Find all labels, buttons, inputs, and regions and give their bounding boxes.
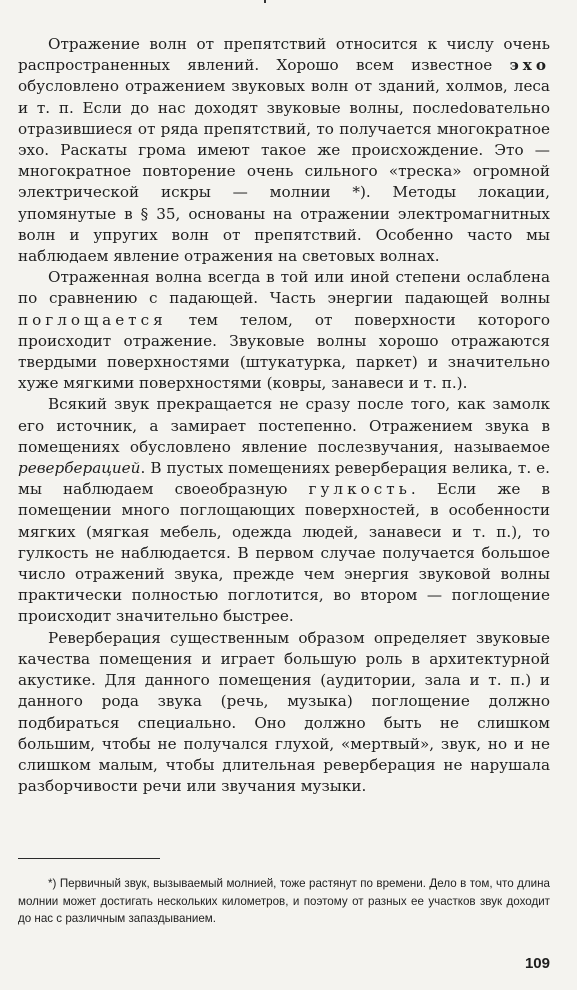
text-run: . Если же в помещении много поглощающих поверхностей, в особенности мягких (мягкая мебель, одежда людей, занавеси и т. п.), то гулкость не наблюдается. В первом случае получается большое число отражений звука, прежде чем энергия звуковой волны практически полностью поглотится, во втором — поглощение происходит значительно быстрее. bbox=[18, 480, 550, 626]
text-run: Всякий звук прекращается не сразу после того, как замолк его источник, а замирает постепенно. Отражением звука в помещениях обусловлено явление послезвучания, называемое bbox=[18, 395, 550, 456]
paragraph bbox=[18, 267, 550, 394]
spaced-term: гулкость bbox=[308, 480, 411, 499]
footnote-text: *) Первичный звук, вызываемый молнией, тоже растянут по времени. Дело в том, что длина молнии может достигать нескольких километров, и поэтому от разных ее участков звук доходит до нас с различным запаздыванием. bbox=[18, 877, 550, 925]
text-run: обусловлено отражением звуковых волн от зданий, холмов, леса и т. п. Если до нас доходят звуковые волны, послеdовательно отразившиеся от ряда препятствий, то получается многократное эхо. Раскаты грома имеют такое же происхождение. Это — многократное повторение очень сильного «треска» огромной электрической искры — молнии *). Методы локации, упомянутые в § 35, основаны на отражении электромагнитных волн и упругих волн от препятствий. Особенно часто мы наблюдаем явление отражения на световых волнах. bbox=[18, 77, 550, 266]
italic-term: реверберацией bbox=[18, 459, 141, 478]
paragraph bbox=[18, 394, 550, 627]
spaced-term: эхо bbox=[509, 56, 550, 75]
spaced-term: поглощается bbox=[18, 310, 167, 329]
paragraph bbox=[18, 34, 550, 267]
paragraph bbox=[18, 628, 550, 798]
text-run: Реверберация существенным образом определяет звуковые качества помещения и играет большую роль в архитектурной акустике. Для данного помещения (аудитории, зала и т. п.) и данного рода звука (речь, музыка) поглощение должно подбираться специально. Оно должно быть не слишком большим, чтобы не получался глухой, «мертвый», звук, но и не слишком малым, чтобы длительная реверберация не нарушала разборчивости речи или звучания музыки. bbox=[18, 628, 550, 796]
main-text bbox=[18, 34, 550, 797]
footnote-separator bbox=[18, 858, 160, 859]
text-run: тем телом, от поверхности которого происходит отражение. Звуковые волны хорошо отражаются твердыми поверхностями (штукатурка, паркет) и значительно хуже мягкими поверхностями (ковры, занавеси и т. п.). bbox=[18, 310, 550, 393]
footnote bbox=[18, 875, 550, 928]
page-number: 109 bbox=[524, 955, 550, 972]
text-run: . В пустых помещениях реверберация велика, т. е. мы наблюдаем своеобразную bbox=[18, 459, 550, 499]
text-run: Отражение волн от препятствий относится к числу очень распространенных явлений. Хорошо всем известное bbox=[18, 35, 550, 75]
text-run: Отраженная волна всегда в той или иной степени ослаблена по сравнению с падающей. Часть энергии падающей волны bbox=[18, 268, 550, 308]
top-tick-mark bbox=[264, 0, 266, 3]
